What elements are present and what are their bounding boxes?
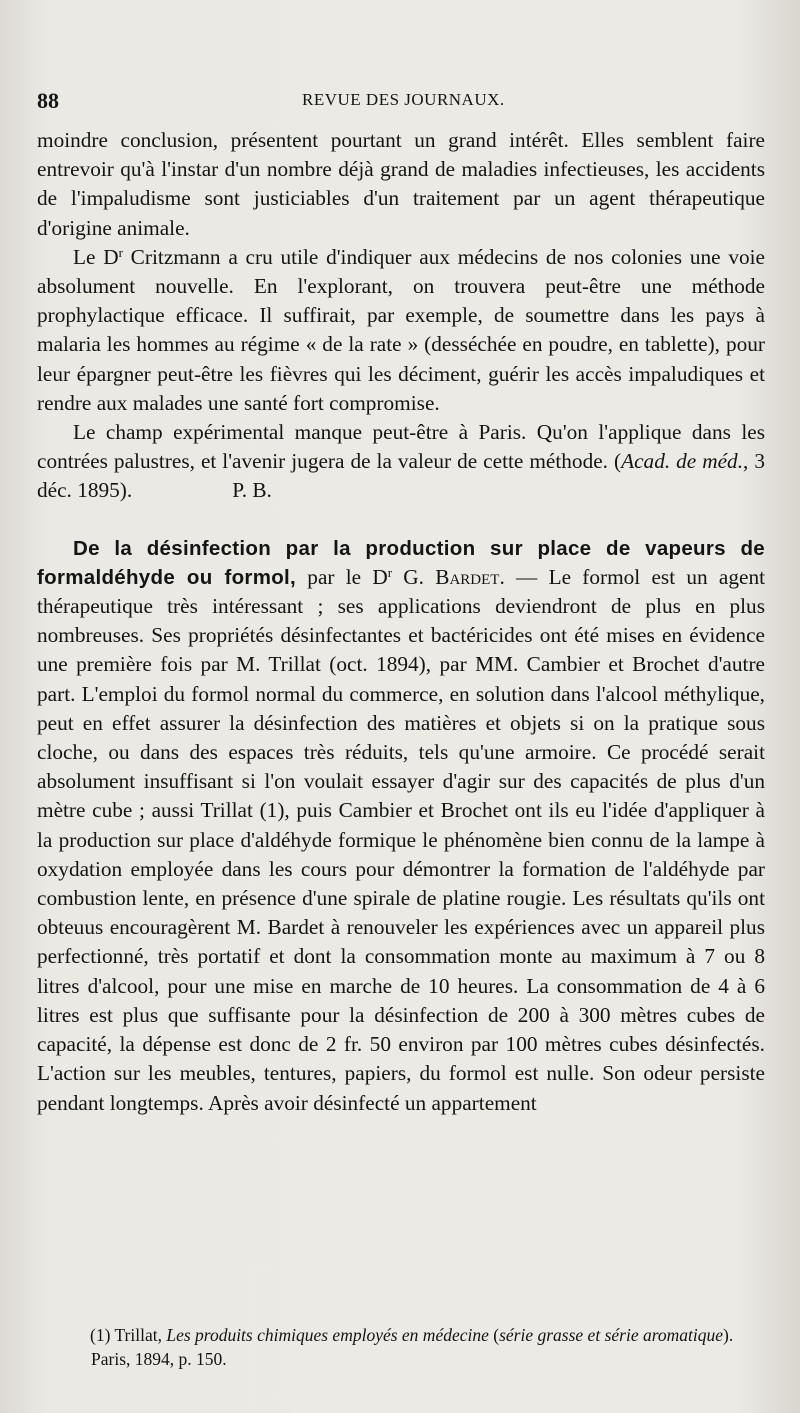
paragraph-champ-text: Le champ expérimental manque peut-être à Paris. Qu'on l'applique dans les contrées palustres, et l'avenir jugera de la valeur de cette méthode. ( (37, 420, 765, 474)
paragraph-champ (37, 418, 765, 506)
section-gap (37, 506, 765, 534)
article-title: De la désinfection par la production sur place de vapeurs de formaldéhyde ou formol, (37, 536, 765, 589)
page-header (37, 88, 765, 118)
article-author-name: Bardet (435, 564, 500, 589)
footnote-series: série grasse et série aromatique (499, 1325, 723, 1345)
article-byline: par le D (296, 564, 388, 589)
citation-journal: Acad. de méd. (621, 449, 744, 474)
page-number: 88 (37, 88, 59, 113)
footnote-marker: (1) Trillat, (90, 1325, 167, 1345)
paragraph-continuation: moindre conclusion, présentent pourtant un grand intérêt. Elles semblent faire entrevoir qu'à l'instar d'un nombre déjà grand de maladies infectieuses, les accidents de l'impaludisme sont justiciables d'un traitement par un agent thérapeutique d'origine animale. (37, 128, 765, 240)
running-head: REVUE DES JOURNAUX. (302, 90, 505, 109)
doctor-prefix: Le D (73, 244, 119, 269)
doctor-superscript: r (118, 244, 123, 260)
footnote (37, 1323, 765, 1371)
article-body: Le formol est un agent thérapeutique très intéressant ; ses applications deviendront de plus en plus nombreuses. Ses propriétés désinfectantes et bactéricides ont été mises en évidence une première fois par M. Trillat (oct. 1894), par MM. Cambier et Brochet d'autre part. L'emploi du formol normal du commerce, en solution dans l'alcool méthylique, peut en effet assurer la désinfection des matières et objets si on la pratique sous cloche, ou dans des espaces très réduits, tels qu'une armoire. Ce procédé serait absolument insuffisant si l'on voulait essayer d'agir sur des capacités de plus d'un mètre cube ; aussi Trillat (1), puis Cambier et Brochet ont ils eu l'idée d'appliquer à la production sur place d'aldéhyde formique le phénomène bien connu de la lampe à oxydation employée dans les cours pour démontrer la formation de l'aldéhyde par combustion lente, en présence d'une spirale de platine rougie. Les résultats qu'ils ont obteuus encouragèrent M. Bardet à renouveler les expériences avec un appareil plus perfectionné, très portatif et dont la consommation monte au maximum à 7 ou 8 litres d'alcool, pour une mise en marche de 10 heures. La consommation de 4 à 6 litres est plus que suffisante pour la désinfection de 200 à 300 mètres cubes de capacité, la dépense est donc de 2 fr. 50 environ par 100 mètres cubes désinfectés. L'action sur les meubles, tentures, papiers, du formol est nulle. Son odeur persiste pendant longtemps. Après avoir désinfecté un appartement (37, 564, 766, 1115)
footnote-paren: ( (488, 1325, 500, 1345)
paragraph-critzmann (37, 243, 765, 418)
article-author-initial: G. (392, 564, 436, 589)
citation-date: , 3 déc. 1895). (37, 449, 766, 503)
paragraph-critzmann-text: Critzmann a cru utile d'indiquer aux médecins de nos colonies une voie absolument nouvelle. En l'explorant, on trouvera peut-être une méthode prophylactique efficace. Il suffirait, par exemple, de soumettre dans les pays à malaria les hommes au régime « de la rate » (desséchée en poudre, en tablette), pour leur épargner peut-être les fièvres qui les déciment, guérir les accès impaludiques et rendre aux malades une santé fort compromise. (37, 244, 765, 415)
signature-initials: P. B. (232, 478, 272, 503)
footnote-rest: ). Paris, 1894, p. 150. (91, 1325, 734, 1369)
article-byline-superscript: r (387, 564, 393, 580)
footnote-book-title: Les produits chimiques employés en médecine (166, 1325, 489, 1345)
article-paragraph (37, 534, 765, 1118)
footnote-text (37, 1323, 765, 1371)
article-dash: . — (499, 564, 549, 589)
page-body (37, 126, 765, 1118)
